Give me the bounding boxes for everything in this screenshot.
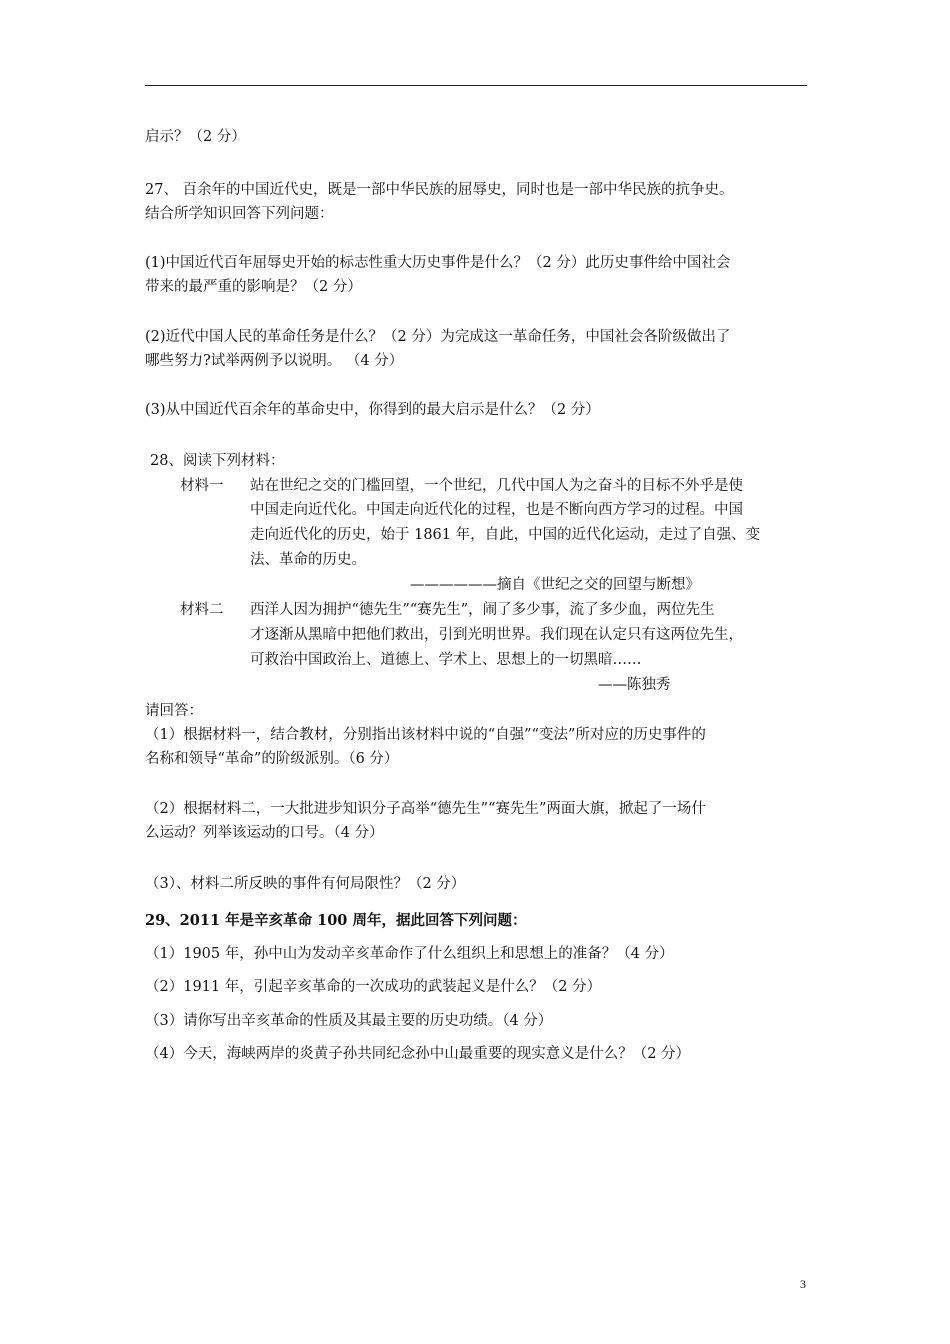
- q28-sub1-line-1: （1）根据材料一，结合教材，分别指出该材料中说的“自强”“变法”所对应的历史事件的: [145, 727, 706, 743]
- q29-sub2-line: （2）1911 年，引起辛亥革命的一次成功的武装起义是什么？（2 分）: [145, 979, 602, 995]
- q28-sub1-line-2: 名称和领导“革命”的阶级派别。（6 分）: [145, 751, 399, 767]
- q28-intro: 28、阅读下列材料：: [150, 453, 285, 469]
- q28-material1-label: 材料一: [180, 478, 224, 494]
- q28-sub2-line-2: 么运动？列举该运动的口号。（4 分）: [145, 825, 384, 841]
- continuation-text: 启示？（2 分）: [145, 129, 246, 145]
- header-rule: [145, 85, 807, 86]
- q28-material2-line-3: 可救治中国政治上、道德上、学术上、思想上的一切黑暗……: [250, 652, 642, 668]
- q27-sub2-line-2: 哪些努力?试举两例予以说明。 （4 分）: [145, 353, 404, 369]
- q28-material1-line-3: 走向近代化的历史，始于 1861 年，自此，中国的近代化运动，走过了自强、变: [250, 527, 761, 543]
- q27-sub1-line-1: (1)中国近代百年屈辱史开始的标志性重大历史事件是什么？（2 分）此历史事件给中国社会: [145, 255, 731, 271]
- q28-prompt: 请回答：: [145, 703, 203, 719]
- q28-material1-line-1: 站在世纪之交的门槛回望，一个世纪，几代中国人为之奋斗的目标不外乎是使: [250, 478, 743, 494]
- q27-sub3-line: (3)从中国近代百余年的革命史中，你得到的最大启示是什么？（2 分）: [145, 402, 600, 418]
- q28-material1-source: ——————摘自《世纪之交的回望与断想》: [410, 577, 700, 593]
- q28-material2-line-2: 才逐渐从黑暗中把他们救出，引到光明世界。我们现在认定只有这两位先生，: [250, 627, 743, 643]
- q27-sub1-line-2: 带来的最严重的影响是？（2 分）: [145, 279, 362, 295]
- q27-sub2-line-1: (2)近代中国人民的革命任务是什么？（2 分）为完成这一革命任务，中国社会各阶级做出了: [145, 329, 731, 345]
- q27-intro-line-1: 27、 百余年的中国近代史，既是一部中华民族的屈辱史，同时也是一部中华民族的抗争史。: [145, 182, 734, 198]
- page-number: 3: [800, 1277, 806, 1291]
- q28-material2-line-1: 西洋人因为拥护“德先生”“赛先生”，闹了多少事，流了多少血，两位先生: [250, 602, 715, 618]
- q28-material1-line-4: 法、革命的历史。: [250, 552, 366, 568]
- q27-intro-line-2: 结合所学知识回答下列问题：: [145, 206, 334, 222]
- q28-material2-source: ——陈独秀: [598, 677, 671, 693]
- q29-intro: 29、2011 年是辛亥革命 100 周年，据此回答下列问题：: [145, 912, 527, 929]
- q28-sub3-line: （3）、材料二所反映的事件有何局限性？（2 分）: [145, 876, 466, 892]
- q28-material2-label: 材料二: [180, 602, 224, 618]
- q28-material1-line-2: 中国走向近代化。中国走向近代化的过程，也是不断向西方学习的过程。中国: [250, 502, 743, 518]
- q28-sub2-line-1: （2）根据材料二，一大批进步知识分子高举“德先生”“赛先生”两面大旗，掀起了一场什: [145, 801, 706, 817]
- q29-sub3-line: （3）请你写出辛亥革命的性质及其最主要的历史功绩。（4 分）: [145, 1013, 553, 1029]
- q29-sub1-line: （1）1905 年，孙中山为发动辛亥革命作了什么组织上和思想上的准备？（4 分）: [145, 946, 674, 962]
- q29-sub4-line: （4）今天，海峡两岸的炎黄子孙共同纪念孙中山最重要的现实意义是什么？（2 分）: [145, 1046, 691, 1062]
